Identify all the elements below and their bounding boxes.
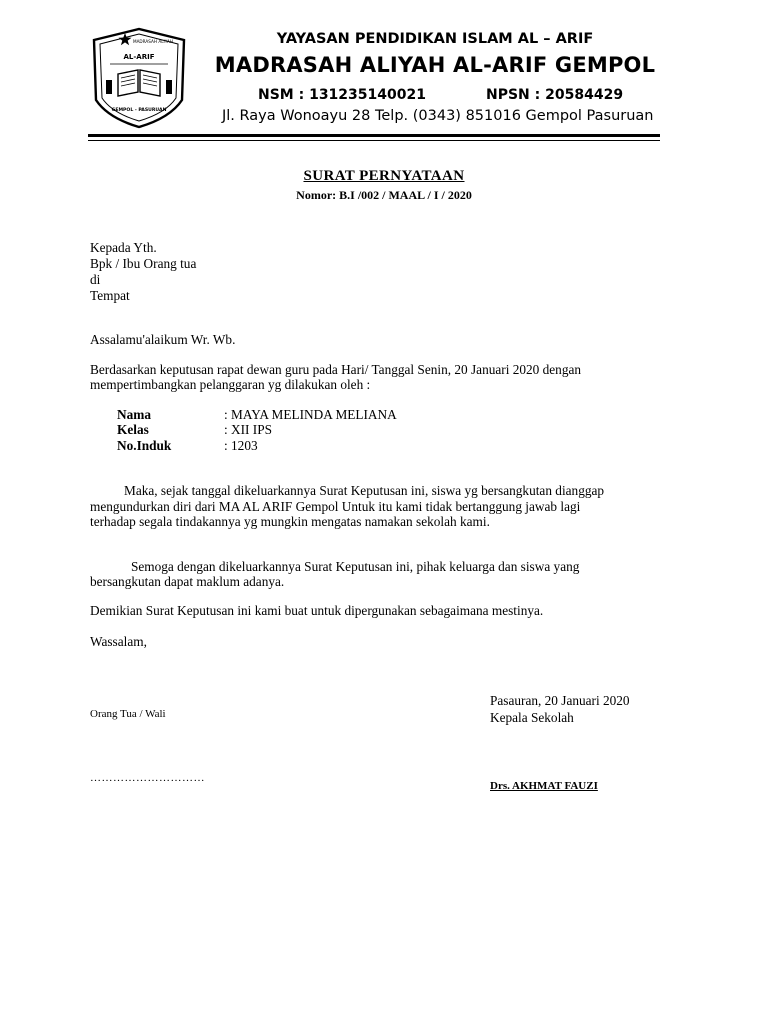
- student-id-label: No.Induk: [117, 438, 172, 453]
- letterhead-divider-thin: [88, 140, 660, 141]
- valediction: Wassalam,: [90, 634, 147, 649]
- document-title: SURAT PERNYATAAN: [303, 168, 465, 184]
- paragraph-1-line-1: Maka, sejak tanggal dikeluarkannya Surat Keputusan ini, siswa yg bersangkutan dianggap: [124, 483, 605, 498]
- student-name-label: Nama: [117, 407, 151, 422]
- closing-statement: Demikian Surat Keputusan ini kami buat untuk dipergunakan sebagaimana mestinya.: [90, 603, 544, 618]
- student-class-value: : XII IPS: [224, 422, 273, 437]
- npsn-number: NPSN : 20584429: [486, 87, 624, 103]
- school-name: MADRASAH ALIYAH AL-ARIF GEMPOL: [214, 53, 656, 77]
- student-id-value: : 1203: [224, 438, 258, 453]
- document-number: Nomor: B.I /002 / MAAL / I / 2020: [296, 188, 472, 202]
- paragraph-2-line-2: bersangkutan dapat maklum adanya.: [90, 574, 285, 589]
- letterhead-divider-thick: [88, 134, 660, 137]
- recipient-line-1: Kepada Yth.: [90, 240, 157, 255]
- intro-line-1: Berdasarkan keputusan rapat dewan guru pada Hari/ Tanggal Senin, 20 Januari 2020 dengan: [90, 362, 582, 377]
- place-date: Pasauran, 20 Januari 2020: [490, 693, 630, 708]
- student-class-label: Kelas: [117, 422, 149, 437]
- parent-signature-blank: …………………………: [90, 772, 205, 784]
- headmaster-title: Kepala Sekolah: [490, 710, 574, 725]
- paragraph-1-line-3: terhadap segala tindakannya yg mungkin mengatas namakan sekolah kami.: [90, 514, 490, 529]
- student-name-value: : MAYA MELINDA MELIANA: [224, 407, 397, 422]
- recipient-line-4: Tempat: [90, 288, 130, 303]
- parent-label: Orang Tua / Wali: [90, 708, 166, 720]
- emblem-bottom-text: GEMPOL - PASURUAN: [111, 108, 167, 113]
- school-emblem-icon: [90, 26, 188, 130]
- foundation-name: YAYASAN PENDIDIKAN ISLAM AL – ARIF: [276, 31, 594, 47]
- school-address: Jl. Raya Wonoayu 28 Telp. (0343) 851016 Gempol Pasuruan: [222, 108, 654, 124]
- intro-line-2: mempertimbangkan pelanggaran yg dilakukan oleh :: [90, 377, 371, 392]
- emblem-center-text: AL-ARIF: [123, 53, 155, 61]
- recipient-line-2: Bpk / Ibu Orang tua: [90, 256, 197, 271]
- paragraph-1-line-2: mengundurkan diri dari MA AL ARIF Gempol Untuk itu kami tidak bertanggung jawab lagi: [90, 499, 581, 514]
- headmaster-name: Drs. AKHMAT FAUZI: [490, 780, 598, 792]
- recipient-line-3: di: [90, 272, 101, 287]
- paragraph-2-line-1: Semoga dengan dikeluarkannya Surat Keputusan ini, pihak keluarga dan siswa yang: [131, 559, 580, 574]
- emblem-top-text: MADRASAH ALIYAH: [132, 39, 174, 44]
- nsm-number: NSM : 131235140021: [258, 87, 426, 103]
- greeting: Assalamu'alaikum Wr. Wb.: [90, 332, 236, 347]
